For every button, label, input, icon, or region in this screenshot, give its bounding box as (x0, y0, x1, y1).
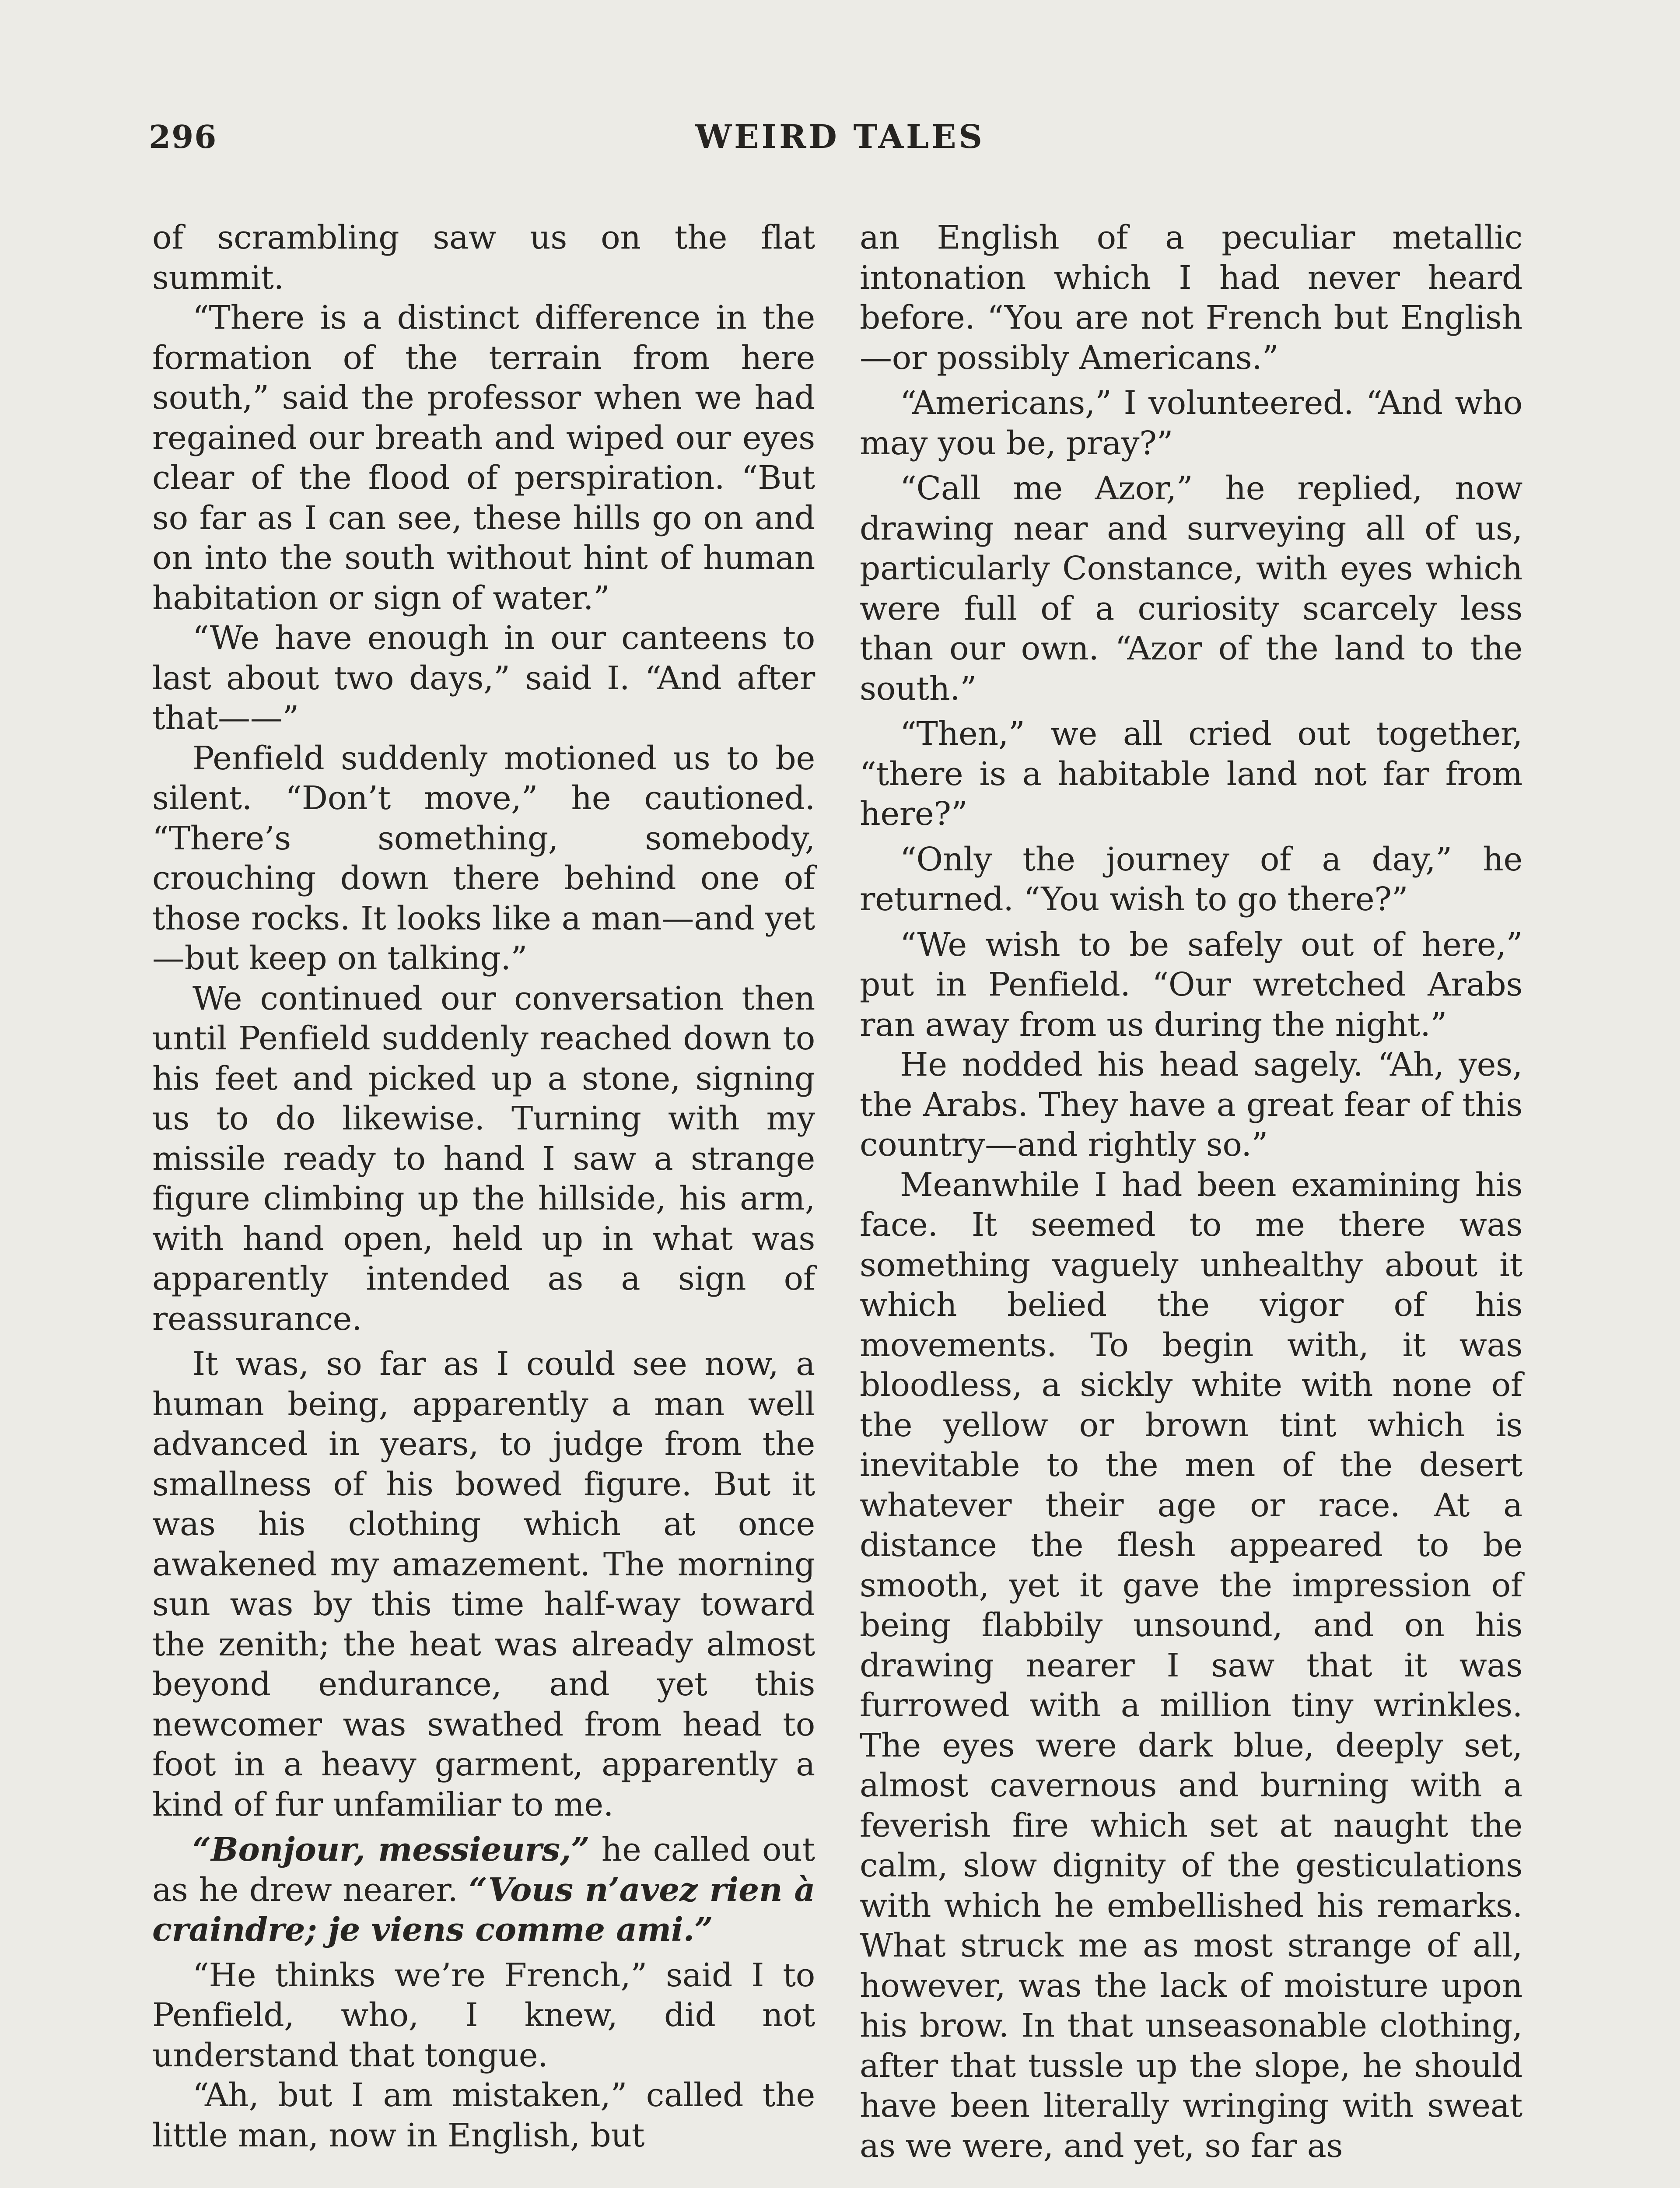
paragraph: “We have enough in our canteens to last about two days,” said I. “And after that——” (152, 619, 815, 737)
paragraph: “Only the journey of a day,” he returned. “You wish to go there?” (860, 840, 1522, 918)
paragraph: “Call me Azor,” he replied, now drawing near and surveying all of us, particularly Constance, with eyes which were full of a curiosity scarcely less than our own. “Azor of the land to the south.” (860, 470, 1522, 708)
page-header (149, 118, 1531, 166)
right-column (860, 218, 1522, 2166)
paragraph: “There is a distinct difference in the formation of the terrain from here south,” said the professor when we had regained our breath and wiped our eyes clear of the flood of perspiration. “But so far as I can see, these hills go on and on into the south without hint of human habitation or sign of water.” (152, 299, 815, 617)
paragraph: Penfield suddenly motioned us to be silent. “Don’t move,” he cautioned. “There’s something, somebody, crouching down there behind one of those rocks. It looks like a man—and yet—but keep on talking.” (152, 739, 815, 977)
running-head: WEIRD TALES (695, 118, 985, 156)
paragraph: Meanwhile I had been examining his face. It seemed to me there was something vaguely unhealthy about it which belied the vigor of his movements. To begin with, it was bloodless, a sickly white with none of the yellow or brown tint which is inevitable to the men of the desert whatever their age or race. At a distance the flesh appeared to be smooth, yet it gave the impression of being flabbily unsound, and on his drawing nearer I saw that it was furrowed with a million tiny wrinkles. The eyes were dark blue, deeply set, almost cavernous and burning with a feverish fire which set at naught the calm, slow dignity of the gesticulations with which he embellished his remarks. What struck me as most strange of all, however, was the lack of moisture upon his brow. In that unseasonable clothing, after that tussle up the slope, he should have been literally wringing with sweat as we were, and yet, so far as (860, 1166, 1522, 2165)
paragraph: It was, so far as I could see now, a human being, apparently a man well advanced in years, to judge from the smallness of his bowed figure. But it was his clothing which at once awakened my amazement. The morning sun was by this time half-way toward the zenith; the heat was already almost beyond endurance, and yet this newcomer was swathed from head to foot in a heavy garment, apparently a kind of fur unfamiliar to me. (152, 1345, 815, 1823)
paragraph: of scrambling saw us on the flat summit. (152, 219, 815, 297)
paragraph-french-greeting (152, 1830, 815, 1950)
page-number: 296 (149, 118, 217, 155)
paragraph: “Then,” we all cried out together, “there is a habitable land not far from here?” (860, 715, 1522, 833)
paragraph: “Ah, but I am mistaken,” called the little man, now in English, but (152, 2076, 815, 2154)
paragraph: “Americans,” I volunteered. “And who may you be, pray?” (860, 384, 1522, 462)
paragraph: He nodded his head sagely. “Ah, yes, the Arabs. They have a great fear of this country—and rightly so.” (860, 1046, 1522, 1164)
paragraph: We continued our conversation then until Penfield suddenly reached down to his feet and picked up a stone, signing us to do likewise. Turning with my missile ready to hand I saw a strange figure climbing up the hillside, his arm, with hand open, held up in what was apparently intended as a sign of reassurance. (152, 979, 815, 1338)
paragraph: an English of a peculiar metallic intonation which I had never heard before. “You are not French but English—or possibly Americans.” (860, 219, 1522, 377)
italic-french-phrase: “Vous n’avez rien à craindre; je viens comme ami.” (152, 1871, 815, 1949)
paragraph-text: he called out as he drew nearer. (152, 1831, 815, 1909)
italic-greeting: “Bonjour, messieurs,” (192, 1831, 590, 1869)
paragraph: “We wish to be safely out of here,” put in Penfield. “Our wretched Arabs ran away from us during the night.” (860, 926, 1522, 1044)
left-column (152, 218, 815, 2156)
paragraph: “He thinks we’re French,” said I to Penfield, who, I knew, did not understand that tongue. (152, 1956, 815, 2074)
